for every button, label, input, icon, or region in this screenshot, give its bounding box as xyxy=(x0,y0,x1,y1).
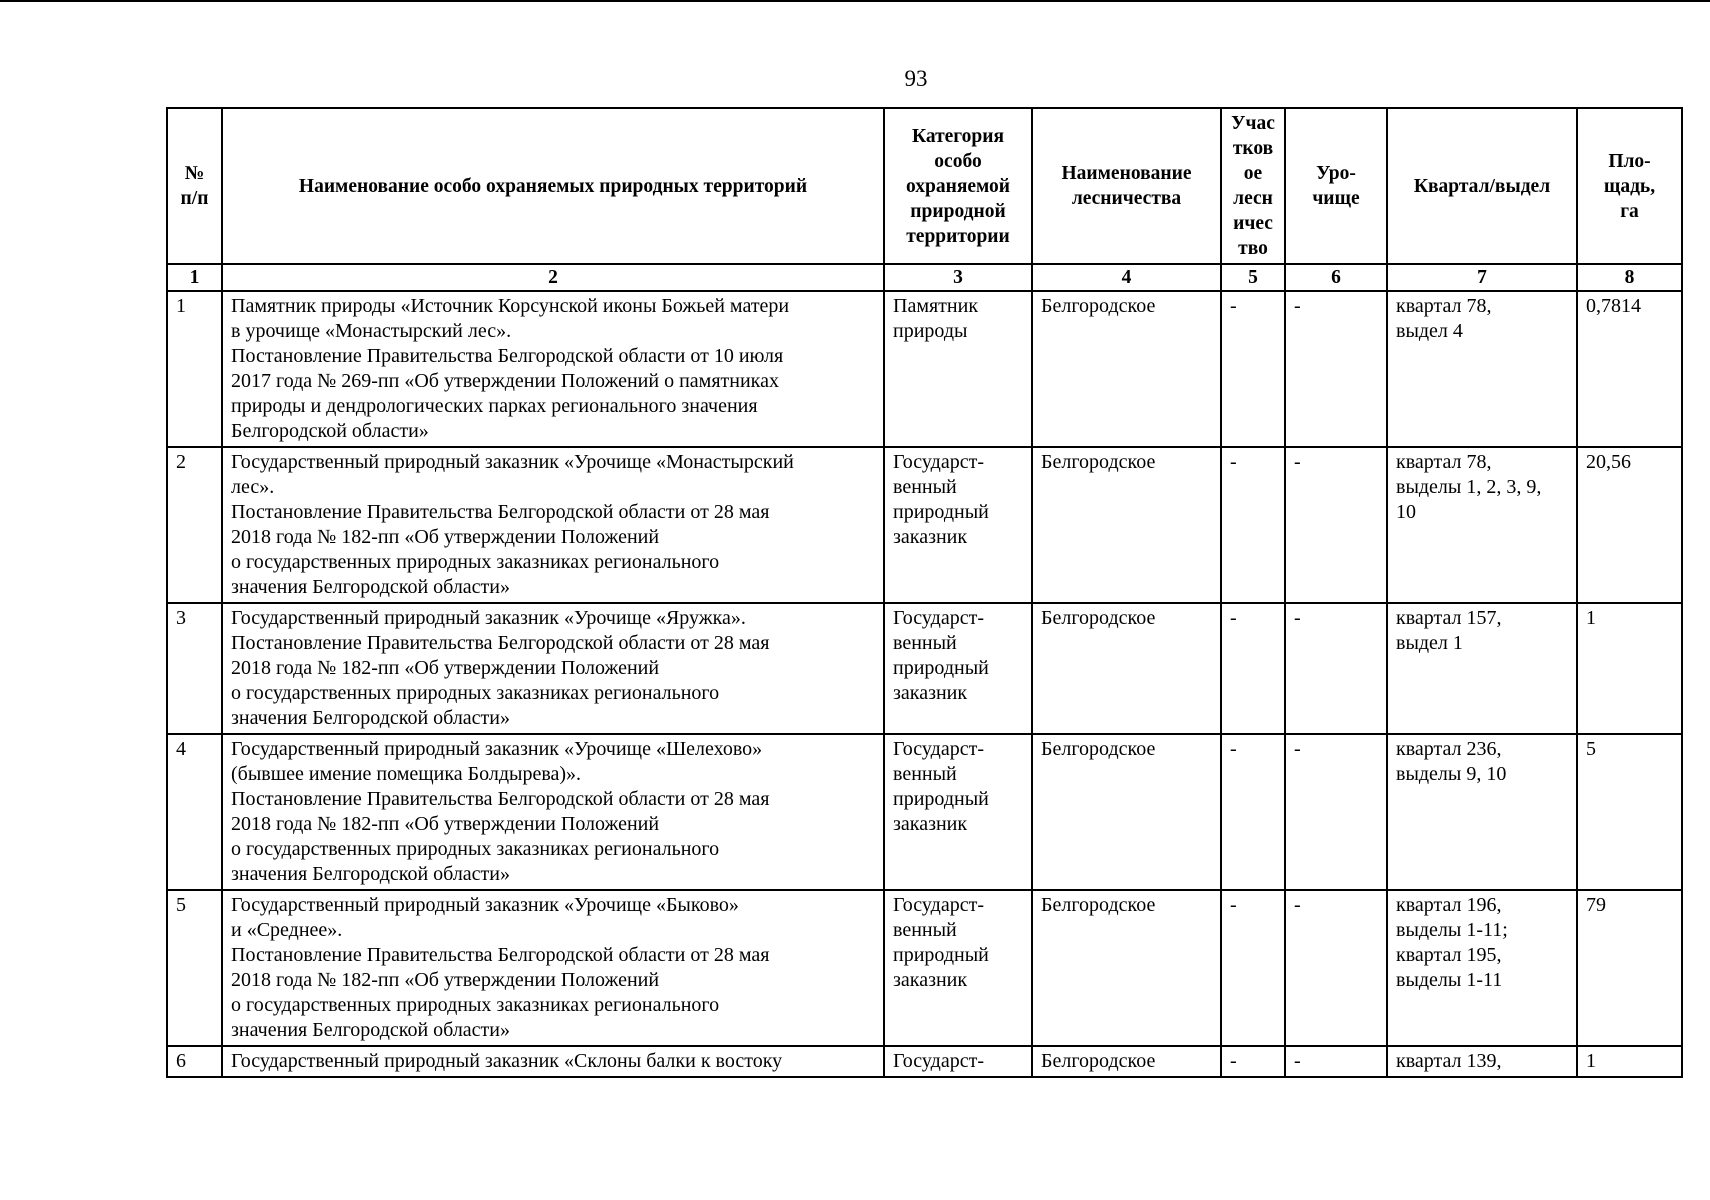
row-name xyxy=(222,1046,884,1077)
row-quarter-line: квартал 196, xyxy=(1396,894,1502,916)
row-quarter xyxy=(1387,603,1577,734)
table-row xyxy=(167,447,1682,603)
header-district-forestry: Учас тков ое лесн ичес тво xyxy=(1221,108,1285,264)
row-quarter-line: выделы 1-11; xyxy=(1396,919,1508,941)
row-quarter xyxy=(1387,734,1577,890)
row-category xyxy=(884,603,1032,734)
row-category-line: природы xyxy=(893,320,968,342)
row-forestry: Белгородское xyxy=(1032,447,1221,603)
row-category-line: Государст- xyxy=(893,894,984,916)
row-name-line: о государственных природных заказниках регионального xyxy=(231,551,720,573)
row-name-line: Государственный природный заказник «Урочище «Шелехово» xyxy=(231,738,763,760)
row-category-line: венный xyxy=(893,476,957,498)
row-name-line: природы и дендрологических парках регионального значения xyxy=(231,395,758,417)
row-name-line: Постановление Правительства Белгородской области от 28 мая xyxy=(231,944,770,966)
table-row xyxy=(167,603,1682,734)
header-quarter: Квартал/выдел xyxy=(1387,108,1577,264)
row-category-line: венный xyxy=(893,763,957,785)
protected-areas-table xyxy=(166,107,1683,1078)
column-number-row xyxy=(167,264,1682,291)
column-number: 8 xyxy=(1577,264,1682,291)
row-name-line: лес». xyxy=(231,476,275,498)
row-category-line: природный xyxy=(893,501,989,523)
row-area: 20,56 xyxy=(1577,447,1682,603)
row-quarter-line: квартал 78, xyxy=(1396,451,1492,473)
header-name: Наименование особо охраняемых природных территорий xyxy=(222,108,884,264)
row-area: 5 xyxy=(1577,734,1682,890)
row-tract: - xyxy=(1285,1046,1387,1077)
table-row xyxy=(167,890,1682,1046)
row-name xyxy=(222,291,884,447)
row-quarter-line: выделы 9, 10 xyxy=(1396,763,1507,785)
table-row xyxy=(167,1046,1682,1077)
row-tract: - xyxy=(1285,734,1387,890)
row-district-forestry: - xyxy=(1221,447,1285,603)
header-forestry: Наименование лесничества xyxy=(1032,108,1221,264)
row-category xyxy=(884,291,1032,447)
page-number xyxy=(0,66,1710,92)
row-number: 1 xyxy=(167,291,222,447)
row-category xyxy=(884,734,1032,890)
row-number: 2 xyxy=(167,447,222,603)
row-category-line: заказник xyxy=(893,969,968,991)
table-row xyxy=(167,291,1682,447)
row-quarter-line: квартал 157, xyxy=(1396,607,1502,629)
column-number: 2 xyxy=(222,264,884,291)
row-quarter-line: выдел 1 xyxy=(1396,632,1463,654)
scan-edge-line xyxy=(0,0,1710,2)
row-name-line: 2017 года № 269-пп «Об утверждении Положений о памятниках xyxy=(231,370,779,392)
column-number: 7 xyxy=(1387,264,1577,291)
row-name-line: значения Белгородской области» xyxy=(231,1019,511,1041)
row-quarter xyxy=(1387,291,1577,447)
row-quarter-line: квартал 195, xyxy=(1396,944,1502,966)
row-tract: - xyxy=(1285,447,1387,603)
row-name-line: и «Среднее». xyxy=(231,919,343,941)
row-name-line: Государственный природный заказник «Склоны балки к востоку xyxy=(231,1050,783,1072)
row-tract: - xyxy=(1285,603,1387,734)
row-quarter-line: квартал 236, xyxy=(1396,738,1502,760)
row-area: 0,7814 xyxy=(1577,291,1682,447)
page-number-text: 93 xyxy=(904,66,928,91)
row-area: 1 xyxy=(1577,1046,1682,1077)
row-name-line: значения Белгородской области» xyxy=(231,576,511,598)
row-name-line: 2018 года № 182-пп «Об утверждении Положений xyxy=(231,969,660,991)
row-category-line: заказник xyxy=(893,526,968,548)
row-quarter-line: выделы 1, 2, 3, 9, xyxy=(1396,476,1542,498)
row-forestry: Белгородское xyxy=(1032,734,1221,890)
row-district-forestry: - xyxy=(1221,1046,1285,1077)
row-name xyxy=(222,890,884,1046)
row-name-line: значения Белгородской области» xyxy=(231,707,511,729)
row-name-line: о государственных природных заказниках регионального xyxy=(231,994,720,1016)
row-category-line: венный xyxy=(893,919,957,941)
row-tract: - xyxy=(1285,890,1387,1046)
row-name xyxy=(222,447,884,603)
row-name-line: 2018 года № 182-пп «Об утверждении Положений xyxy=(231,526,660,548)
row-quarter xyxy=(1387,447,1577,603)
row-name-line: Государственный природный заказник «Урочище «Монастырский xyxy=(231,451,794,473)
row-category xyxy=(884,890,1032,1046)
row-name-line: Государственный природный заказник «Урочище «Быково» xyxy=(231,894,739,916)
row-category-line: Государст- xyxy=(893,738,984,760)
row-category-line: Государст- xyxy=(893,451,984,473)
row-category-line: природный xyxy=(893,788,989,810)
row-quarter-line: 10 xyxy=(1396,501,1416,523)
row-name-line: 2018 года № 182-пп «Об утверждении Положений xyxy=(231,657,660,679)
row-category-line: природный xyxy=(893,657,989,679)
row-name-line: значения Белгородской области» xyxy=(231,863,511,885)
row-category-line: Государст- xyxy=(893,607,984,629)
row-number: 5 xyxy=(167,890,222,1046)
row-forestry: Белгородское xyxy=(1032,603,1221,734)
row-name-line: Постановление Правительства Белгородской области от 28 мая xyxy=(231,501,770,523)
row-quarter-line: квартал 139, xyxy=(1396,1050,1502,1072)
row-name xyxy=(222,734,884,890)
header-category: Категория особо охраняемой природной территории xyxy=(884,108,1032,264)
row-district-forestry: - xyxy=(1221,603,1285,734)
row-name-line: в урочище «Монастырский лес». xyxy=(231,320,512,342)
row-number: 6 xyxy=(167,1046,222,1077)
header-number: № п/п xyxy=(167,108,222,264)
column-number: 5 xyxy=(1221,264,1285,291)
column-number: 3 xyxy=(884,264,1032,291)
row-name-line: Постановление Правительства Белгородской области от 28 мая xyxy=(231,788,770,810)
row-district-forestry: - xyxy=(1221,734,1285,890)
row-name-line: 2018 года № 182-пп «Об утверждении Положений xyxy=(231,813,660,835)
column-number: 1 xyxy=(167,264,222,291)
row-category-line: венный xyxy=(893,632,957,654)
row-name-line: Белгородской области» xyxy=(231,420,429,442)
header-row xyxy=(167,108,1682,264)
row-category-line: Памятник xyxy=(893,295,979,317)
row-name-line: о государственных природных заказниках регионального xyxy=(231,838,720,860)
row-quarter-line: квартал 78, xyxy=(1396,295,1492,317)
row-name-line: (бывшее имение помещика Болдырева)». xyxy=(231,763,582,785)
row-category-line: заказник xyxy=(893,682,968,704)
row-category-line: Государст- xyxy=(893,1050,984,1072)
row-quarter-line: выделы 1-11 xyxy=(1396,969,1503,991)
header-tract: Уро- чище xyxy=(1285,108,1387,264)
row-quarter xyxy=(1387,890,1577,1046)
row-district-forestry: - xyxy=(1221,291,1285,447)
row-forestry: Белгородское xyxy=(1032,291,1221,447)
row-forestry: Белгородское xyxy=(1032,1046,1221,1077)
header-area: Пло- щадь, га xyxy=(1577,108,1682,264)
row-forestry: Белгородское xyxy=(1032,890,1221,1046)
row-area: 1 xyxy=(1577,603,1682,734)
row-category xyxy=(884,447,1032,603)
row-category-line: природный xyxy=(893,944,989,966)
row-name-line: о государственных природных заказниках регионального xyxy=(231,682,720,704)
row-area: 79 xyxy=(1577,890,1682,1046)
table-row xyxy=(167,734,1682,890)
row-category xyxy=(884,1046,1032,1077)
row-quarter xyxy=(1387,1046,1577,1077)
row-name-line: Постановление Правительства Белгородской области от 10 июля xyxy=(231,345,784,367)
row-name-line: Памятник природы «Источник Корсунской иконы Божьей матери xyxy=(231,295,790,317)
column-number: 4 xyxy=(1032,264,1221,291)
column-number: 6 xyxy=(1285,264,1387,291)
row-name-line: Государственный природный заказник «Урочище «Яружка». xyxy=(231,607,746,629)
row-name-line: Постановление Правительства Белгородской области от 28 мая xyxy=(231,632,770,654)
table-body xyxy=(167,291,1682,1077)
row-district-forestry: - xyxy=(1221,890,1285,1046)
row-tract: - xyxy=(1285,291,1387,447)
row-number: 3 xyxy=(167,603,222,734)
row-name xyxy=(222,603,884,734)
row-category-line: заказник xyxy=(893,813,968,835)
row-quarter-line: выдел 4 xyxy=(1396,320,1463,342)
row-number: 4 xyxy=(167,734,222,890)
